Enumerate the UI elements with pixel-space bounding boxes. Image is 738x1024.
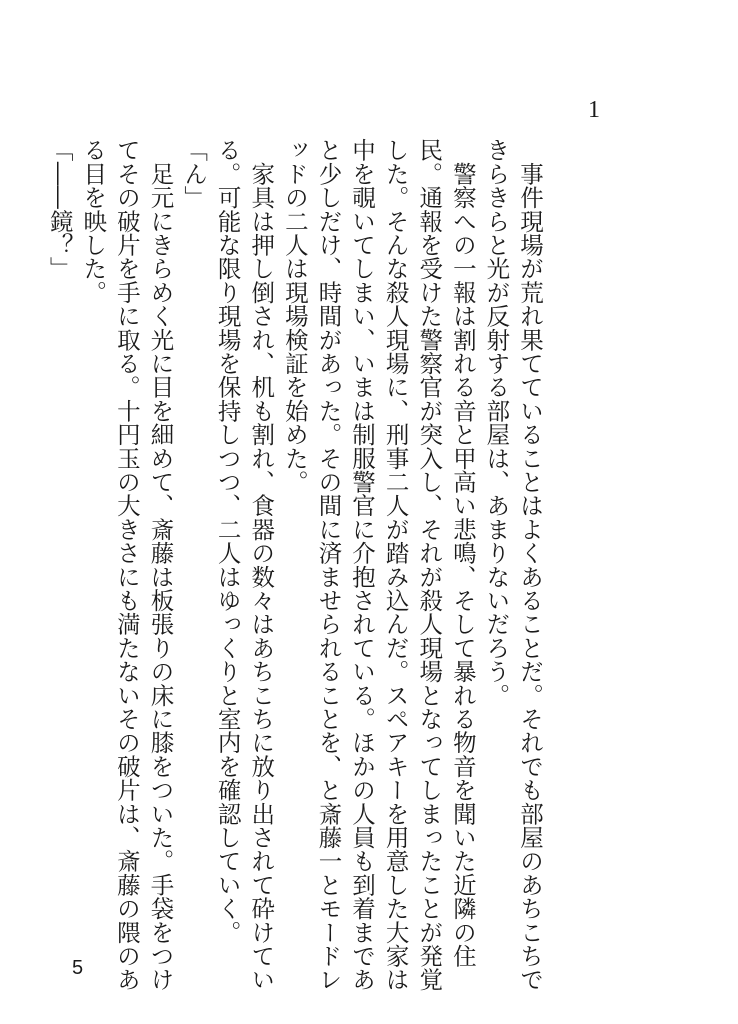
page-number: 5 — [72, 957, 84, 979]
body-text — [42, 138, 546, 998]
paragraph: 「――鏡？」 — [45, 138, 74, 281]
paragraph: 事件現場が荒れ果てていることはよくあることだ。それでも部屋のあちこちできらきらと光が反射する部屋は、あまりないだろう。 — [482, 138, 544, 992]
paragraph: 足元にきらめく光に目を細めて、斎藤は板張りの床に膝をついた。手袋をつけてその破片を手に取る。十円玉の大きさにも満たないその破片は、斎藤の隈のある目を映した。 — [79, 138, 175, 992]
paragraph: 「ん」 — [180, 138, 209, 210]
paragraph: 家具は押し倒され、机も割れ、食器の数々はあちこちに放り出されて砕けている。可能な限り現場を保持しつつ、二人はゆっくりと室内を確認していく。 — [213, 138, 276, 992]
chapter-number: 1 — [588, 97, 600, 123]
paragraph: 警察への一報は割れる音と甲高い悲鳴、そして暴れる物音を聞いた近隣の住民。通報を受けた警察官が突入し、それが殺人現場となってしまったことが発覚した。そんな殺人現場に、刑事二人が踏み込んだ。スペアキーを用意した大家は中を覗いてしまい、いまは制服警官に介抱されている。ほかの人員も到着まであと少しだけ、時間があった。その間に済ませられることを、と斎藤一とモードレッドの二人は現場検証を始めた。 — [280, 138, 477, 992]
